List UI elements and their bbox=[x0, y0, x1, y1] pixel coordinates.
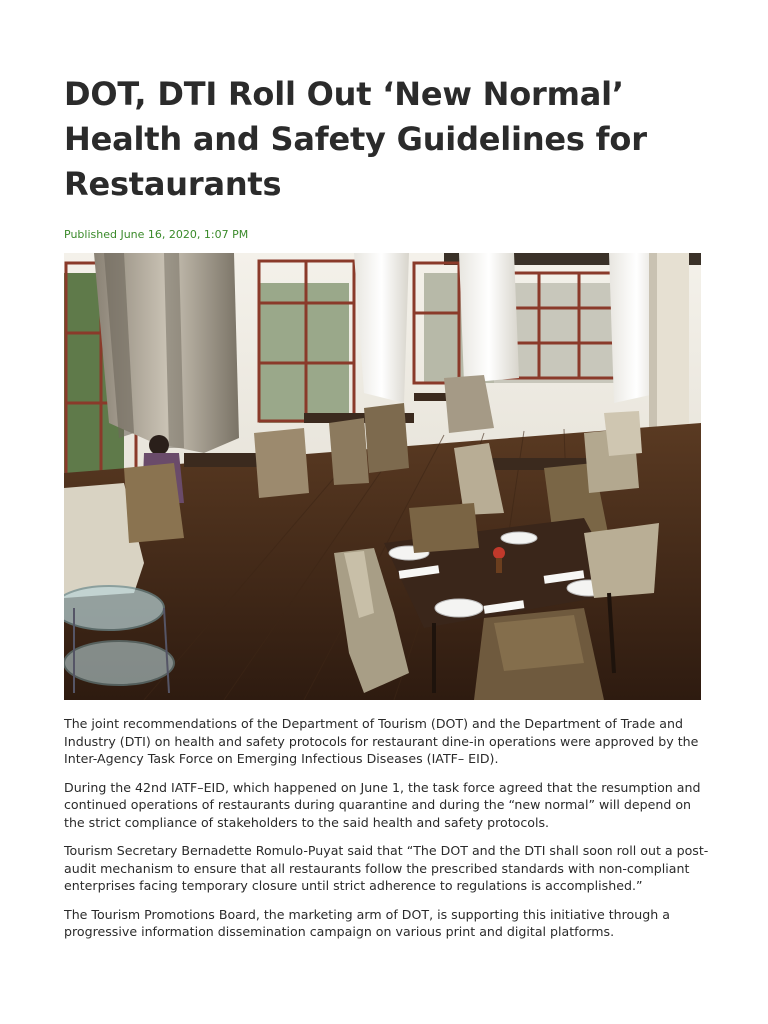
article-paragraph: The joint recommendations of the Department of Tourism (DOT) and the Department of Trade and Industry (DTI) on health and safety protocols for restaurant dine-in operations were approved by the Inter-Agency Task Force on Emerging Infectious Diseases (IATF– EID). bbox=[64, 716, 699, 766]
article-headline: DOT, DTI Roll Out ‘New Normal’ Health and Safety Guidelines for Restaurants bbox=[64, 75, 647, 203]
restaurant-photo-illustration bbox=[64, 253, 701, 700]
article-body bbox=[64, 715, 714, 941]
article-paragraph: The Tourism Promotions Board, the marketing arm of DOT, is supporting this initiative through a progressive information dissemination campaign on various print and digital platforms. bbox=[64, 906, 670, 939]
restaurant-photo bbox=[64, 253, 701, 700]
article-paragraph: Tourism Secretary Bernadette Romulo-Puyat said that “The DOT and the DTI shall soon roll out a post-audit mechanism to ensure that all restaurants follow the prescribed standards with non-compliant enterprises facing temporary closure until strict adherence to regulations is accomplished.” bbox=[64, 843, 709, 893]
published-date: Published June 16, 2020, 1:07 PM bbox=[64, 228, 249, 241]
article-paragraph: During the 42nd IATF–EID, which happened on June 1, the task force agreed that the resumption and continued operations of restaurants during quarantine and during the “new normal” will depend on the strict compliance of stakeholders to the said health and safety protocols. bbox=[64, 779, 701, 830]
article bbox=[64, 72, 714, 952]
